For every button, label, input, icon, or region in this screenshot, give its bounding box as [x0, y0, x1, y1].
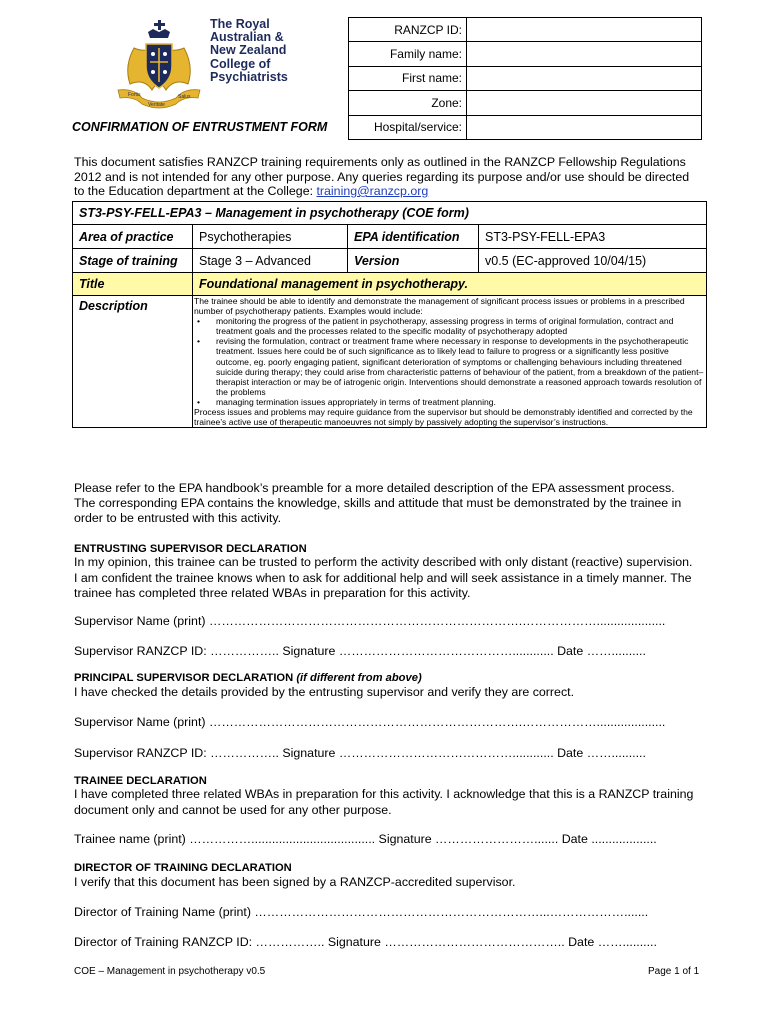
college-logo	[104, 18, 304, 110]
id-row-hospital	[349, 115, 702, 139]
description-item: • managing termination issues appropriately in terms of treatment planning.	[216, 397, 704, 407]
description-item: • monitoring the progress of the patient in psychotherapy, assessing progress in terms of original formulation, contract and treatment goals and the processes related to the specific modality of psychotherapy adopted	[216, 316, 704, 336]
principal-supervisor-name-line[interactable]: Supervisor Name (print) ………………………………………………………………….………………....................	[74, 715, 666, 729]
director-name-line[interactable]: Director of Training Name (print) ……………………………………………………………...……………….......	[74, 905, 649, 919]
ranzcp-id-label: RANZCP ID:	[349, 18, 467, 42]
zone-label: Zone:	[349, 91, 467, 115]
principal-supervisor-body: I have checked the details provided by the entrusting supervisor and verify they are correct.	[74, 685, 575, 699]
id-row-first-name	[349, 66, 702, 90]
stage-of-training-value: Stage 3 – Advanced	[193, 249, 348, 273]
zone-field[interactable]	[467, 91, 702, 115]
svg-text:Salus: Salus	[178, 94, 191, 100]
crest-icon	[104, 18, 204, 110]
director-declaration-title: DIRECTOR OF TRAINING DECLARATION	[74, 862, 292, 874]
id-row-family-name	[349, 42, 702, 66]
entrusting-supervisor-title: ENTRUSTING SUPERVISOR DECLARATION	[74, 543, 307, 555]
hospital-field[interactable]	[467, 115, 702, 139]
handbook-reference: Please refer to the EPA handbook’s preamble for a more detailed description of the EPA assessment process. The corresponding EPA contains the knowledge, skills and attitude that must be demonstrated by the trainee in order to be entrusted with this activity.	[74, 481, 682, 525]
director-id-signature-line[interactable]: Director of Training RANZCP ID: …………….. Signature …………………………………….. Date ……..........	[74, 935, 657, 949]
supervisor-id-signature-line[interactable]: Supervisor RANZCP ID: …………….. Signature ……………………………………............ Date ……..........	[74, 644, 646, 658]
svg-text:Fortis: Fortis	[128, 92, 141, 98]
epa-table	[72, 201, 707, 428]
principal-supervisor-title: PRINCIPAL SUPERVISOR DECLARATION (if different from above)	[74, 672, 422, 684]
college-name: The Royal Australian & New Zealand College of Psychiatrists	[210, 17, 288, 84]
trainee-declaration-title: TRAINEE DECLARATION	[74, 775, 207, 787]
area-of-practice-label: Area of practice	[73, 225, 193, 249]
description-item: • revising the formulation, contract or treatment frame where necessary in response to developments in the psychotherapeutic treatment. Issues here could be of such significance as to likely lead to failure to progress or a significantly less positive outcome, eg. poorly engaging patient, significant deterioration of symptoms or challenging behaviours including threatened suicide during therapy; they could arise from characteristic patterns of behaviour of the patient, from a breakdown of the patient–therapist interaction or may be of iatrogenic origin. Interventions should demonstrate a reasoned approach towards resolution of the problems	[216, 336, 704, 397]
intro-paragraph	[74, 155, 694, 199]
form-title: CONFIRMATION OF ENTRUSTMENT FORM	[72, 120, 328, 134]
first-name-label: First name:	[349, 66, 467, 90]
epa-identification-label: EPA identification	[348, 225, 479, 249]
version-value: v0.5 (EC-approved 10/04/15)	[479, 249, 707, 273]
area-of-practice-value: Psychotherapies	[193, 225, 348, 249]
id-row-zone	[349, 91, 702, 115]
epa-row-title	[73, 273, 707, 296]
intro-text: This document satisfies RANZCP training requirements only as outlined in the RANZCP Fellowship Regulations 2012 and is not intended for any other purpose. Any queries regarding its purpose and/or use should be directed to the Education department at the College:	[74, 155, 690, 198]
footer-document-name: COE – Management in psychotherapy v0.5	[74, 966, 266, 977]
family-name-label: Family name:	[349, 42, 467, 66]
description-content	[193, 296, 707, 428]
training-email-link[interactable]: training@ranzcp.org	[316, 184, 429, 198]
title-label: Title	[73, 273, 193, 296]
family-name-field[interactable]	[467, 42, 702, 66]
svg-text:Veritate: Veritate	[148, 102, 165, 108]
principal-supervisor-id-signature-line[interactable]: Supervisor RANZCP ID: …………….. Signature ……………………………………............ Date ……..........	[74, 746, 646, 760]
epa-identification-value: ST3-PSY-FELL-EPA3	[479, 225, 707, 249]
epa-row-area	[73, 225, 707, 249]
hospital-label: Hospital/service:	[349, 115, 467, 139]
title-value: Foundational management in psychotherapy.	[193, 273, 707, 296]
ranzcp-id-field[interactable]	[467, 18, 702, 42]
description-intro: The trainee should be able to identify and demonstrate the management of significant process issues or problems in a prescribed number of psychotherapy patients. Examples would include:	[194, 296, 685, 317]
description-label: Description	[73, 296, 193, 428]
description-outro: Process issues and problems may require guidance from the supervisor but should be demonstrably identified and corrected by the trainee’s active use of therapeutic manoeuvres not simply by passively adopting the supervisor’s instructions.	[194, 407, 693, 428]
trainee-declaration-body: I have completed three related WBAs in preparation for this activity. I acknowledge that this is a RANZCP training document only and cannot be used for any other purpose.	[74, 787, 694, 817]
trainee-signature-line[interactable]: Trainee name (print) …………….................................... Signature ……………………....... Date ...................	[74, 832, 657, 846]
trainee-id-table	[348, 17, 702, 140]
footer-page-number: Page 1 of 1	[648, 966, 700, 977]
epa-header: ST3-PSY-FELL-EPA3 – Management in psychotherapy (COE form)	[73, 202, 707, 225]
principal-supervisor-note: (if different from above)	[296, 672, 422, 684]
epa-header-row	[73, 202, 707, 225]
stage-of-training-label: Stage of training	[73, 249, 193, 273]
epa-row-description	[73, 296, 707, 428]
id-row-ranzcp-id	[349, 18, 702, 42]
director-declaration-body: I verify that this document has been signed by a RANZCP-accredited supervisor.	[74, 875, 516, 889]
version-label: Version	[348, 249, 479, 273]
entrusting-supervisor-body: In my opinion, this trainee can be trusted to perform the activity described with only distant (reactive) supervision. I am confident the trainee knows when to ask for additional help and will seek assistance in a timely manner. The trainee has completed three related WBAs in preparation for this activity.	[74, 555, 693, 600]
supervisor-name-line[interactable]: Supervisor Name (print) ………………………………………………………………….………………....................	[74, 614, 666, 628]
description-list	[194, 316, 704, 407]
first-name-field[interactable]	[467, 66, 702, 90]
epa-row-stage	[73, 249, 707, 273]
